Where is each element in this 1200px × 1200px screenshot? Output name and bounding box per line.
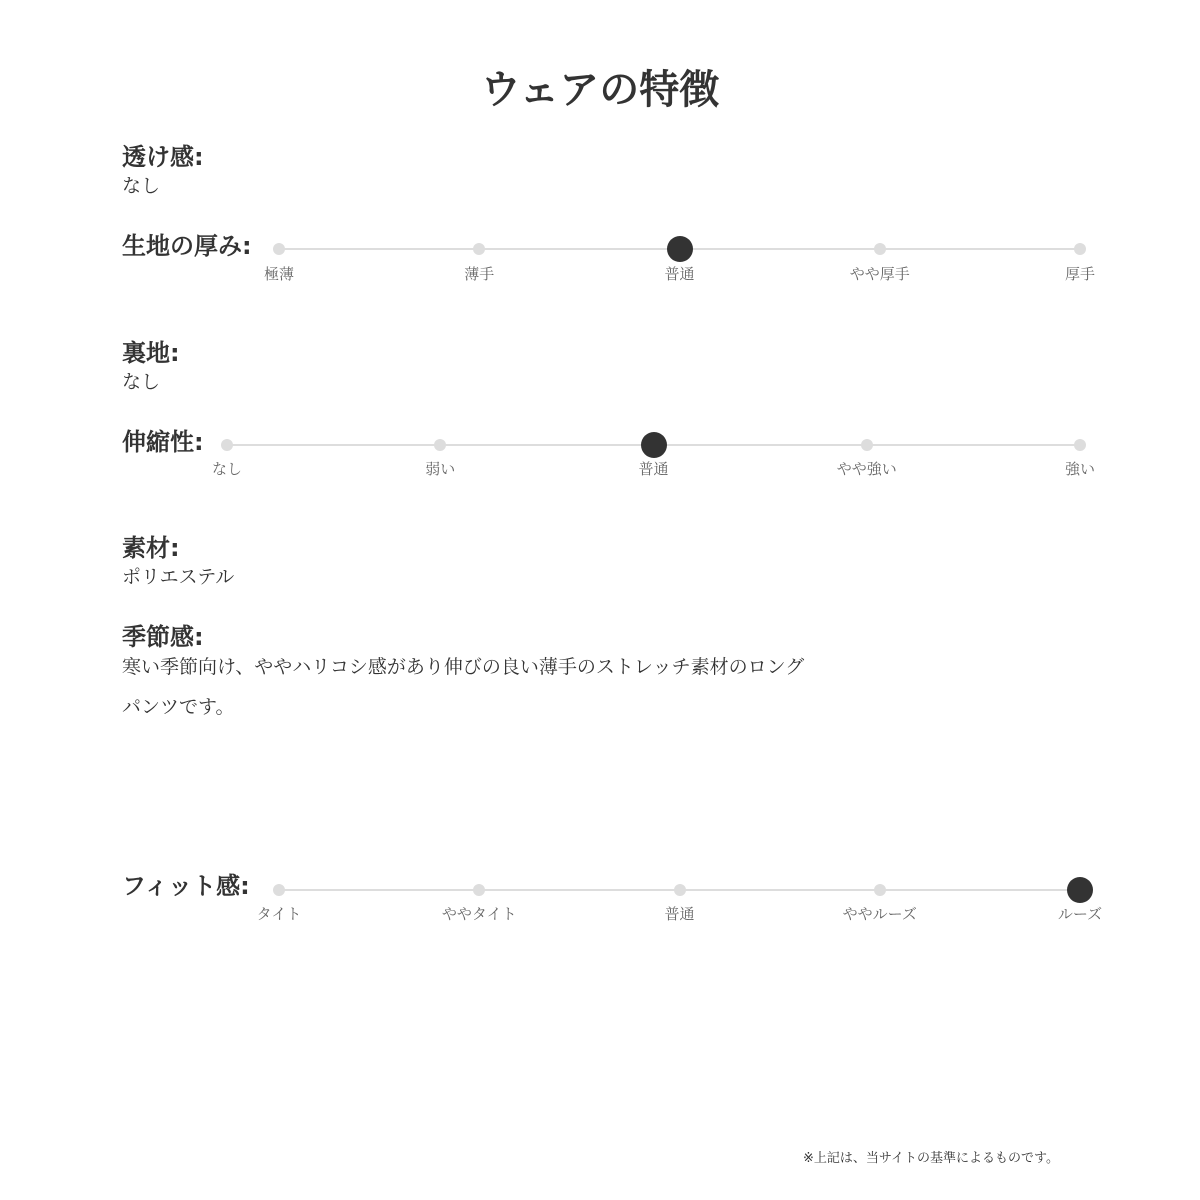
thickness-option-label: 薄手 xyxy=(464,265,495,283)
stretch-option-label: なし xyxy=(211,460,243,478)
fit-option-label: 普通 xyxy=(664,905,695,923)
fit-option-label: タイト xyxy=(256,905,302,923)
fit-scale-point xyxy=(473,884,485,896)
season-label: 季節感: xyxy=(122,623,204,651)
stretch-scale-selected-marker xyxy=(641,432,667,458)
thickness-label: 生地の厚み: xyxy=(122,232,252,260)
material-value: ポリエステル xyxy=(122,566,235,588)
fit-option-label: ルーズ xyxy=(1057,905,1103,923)
thickness-scale-point xyxy=(273,243,285,255)
lining-value: なし xyxy=(122,371,161,393)
lining-label: 裏地: xyxy=(122,339,180,367)
fit-label: フィット感: xyxy=(122,872,250,900)
thickness-option-label: 普通 xyxy=(664,265,695,283)
stretch-scale-point xyxy=(861,439,873,451)
footnote: ※上記は、当サイトの基準によるものです。 xyxy=(803,1151,1059,1166)
stretch-scale-point xyxy=(1074,439,1086,451)
stretch-label: 伸縮性: xyxy=(122,428,204,456)
fit-scale-point xyxy=(874,884,886,896)
stretch-option-label: やや強い xyxy=(836,460,897,478)
season-description-line: 寒い季節向け、ややハリコシ感があり伸びの良い薄手のストレッチ素材のロング xyxy=(122,656,805,678)
thickness-scale-point xyxy=(1074,243,1086,255)
fit-scale-selected-marker xyxy=(1067,877,1093,903)
page-title: ウェアの特徴 xyxy=(480,67,720,113)
thickness-scale-point xyxy=(874,243,886,255)
season-description-line: パンツです。 xyxy=(122,696,235,718)
fit-scale-point xyxy=(674,884,686,896)
thickness-option-label: 極薄 xyxy=(263,265,295,283)
stretch-scale-point xyxy=(434,439,446,451)
thickness-scale-selected-marker xyxy=(667,236,693,262)
thickness-option-label: 厚手 xyxy=(1064,265,1096,283)
stretch-option-label: 強い xyxy=(1064,460,1096,478)
thickness-scale-point xyxy=(473,243,485,255)
fit-option-label: ややルーズ xyxy=(842,905,917,923)
fit-option-label: ややタイト xyxy=(441,905,517,923)
fit-scale-point xyxy=(273,884,285,896)
stretch-option-label: 弱い xyxy=(425,460,456,478)
stretch-option-label: 普通 xyxy=(638,460,669,478)
stretch-scale-point xyxy=(221,439,233,451)
transparency-label: 透け感: xyxy=(122,143,204,171)
material-label: 素材: xyxy=(122,534,180,562)
transparency-value: なし xyxy=(122,175,161,197)
thickness-option-label: やや厚手 xyxy=(849,265,910,283)
